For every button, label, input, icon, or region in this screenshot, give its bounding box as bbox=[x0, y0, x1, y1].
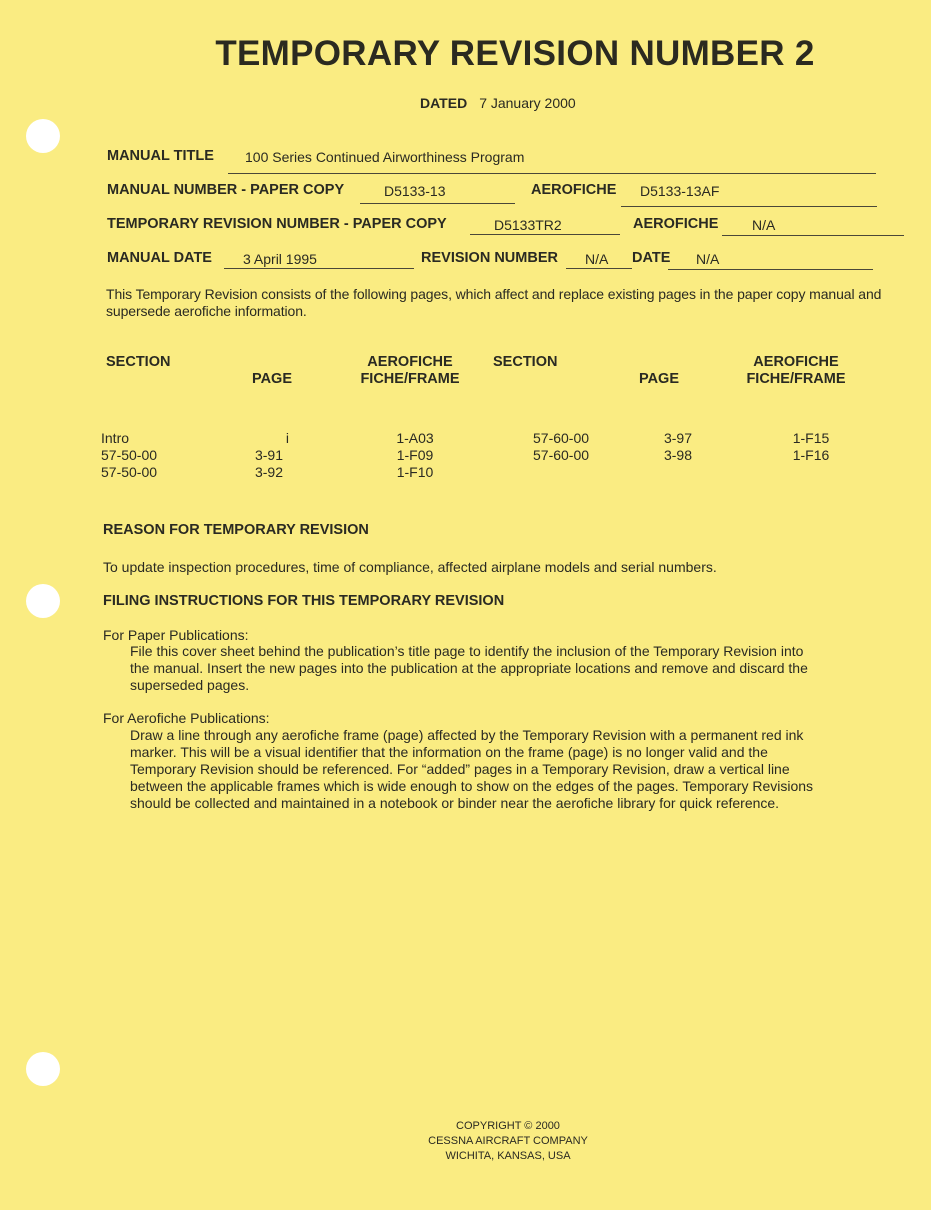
binder-hole-top bbox=[26, 119, 60, 153]
binder-hole-bottom bbox=[26, 1052, 60, 1086]
table-header-aerofiche-left-line2: FICHE/FRAME bbox=[360, 371, 460, 387]
date-rule bbox=[668, 269, 873, 270]
revision-number-value: N/A bbox=[585, 251, 609, 267]
tr-number-rule bbox=[470, 234, 620, 235]
tr-number-value: D5133TR2 bbox=[494, 217, 562, 233]
manual-date-rule bbox=[224, 268, 414, 269]
intro-text: This Temporary Revision consists of the following pages, which affect and replace existing pages in the paper copy manual and supersede aerofiche information. bbox=[106, 286, 882, 319]
copyright-line: COPYRIGHT © 2000 bbox=[456, 1120, 560, 1132]
aerofiche-line-4: between the applicable frames which is wide enough to show on the edges of the pages. Temporary Revisions bbox=[130, 778, 814, 794]
copyright-block bbox=[380, 1119, 636, 1164]
company-name: CESSNA AIRCRAFT COMPANY bbox=[428, 1135, 588, 1147]
dated-value: 7 January 2000 bbox=[479, 95, 576, 111]
right-row-2-page: 3-98 bbox=[663, 447, 693, 463]
manual-title-label: MANUAL TITLE bbox=[107, 148, 214, 164]
table-header-aerofiche-right-line1: AEROFICHE bbox=[753, 354, 839, 370]
tr-number-aerofiche-value: N/A bbox=[752, 217, 776, 233]
tr-number-aerofiche-rule bbox=[722, 235, 904, 236]
table-header-page-right: PAGE bbox=[638, 371, 680, 387]
table-header-aerofiche-left-line1: AEROFICHE bbox=[367, 354, 453, 370]
left-row-3-section: 57-50-00 bbox=[101, 464, 158, 480]
manual-number-aerofiche-value: D5133-13AF bbox=[640, 183, 720, 199]
revision-number-rule bbox=[566, 268, 632, 269]
reason-text: To update inspection procedures, time of compliance, affected airplane models and serial numbers. bbox=[103, 559, 717, 575]
table-header-aerofiche-right bbox=[726, 354, 866, 388]
table-header-section-left: SECTION bbox=[106, 354, 171, 370]
reason-heading: REASON FOR TEMPORARY REVISION bbox=[103, 522, 369, 538]
left-row-2-fiche: 1-F09 bbox=[396, 447, 434, 463]
table-header-aerofiche-left bbox=[340, 354, 480, 388]
left-row-1-page: i bbox=[285, 430, 289, 446]
tr-number-label: TEMPORARY REVISION NUMBER - PAPER COPY bbox=[107, 216, 447, 232]
manual-number-aerofiche-label: AEROFICHE bbox=[531, 182, 617, 198]
aerofiche-publications-label: For Aerofiche Publications: bbox=[103, 710, 270, 726]
right-row-2-fiche: 1-F16 bbox=[792, 447, 830, 463]
revision-number-label: REVISION NUMBER bbox=[421, 250, 558, 266]
paper-line-3: superseded pages. bbox=[130, 677, 250, 693]
aerofiche-line-2: marker. This will be a visual identifier that the information on the frame (page) is no longer valid and the bbox=[130, 744, 768, 760]
manual-date-label: MANUAL DATE bbox=[107, 250, 212, 266]
left-row-3-page: 3-92 bbox=[254, 464, 284, 480]
aerofiche-line-1: Draw a line through any aerofiche frame (page) affected by the Temporary Revision with a permanent red ink bbox=[130, 727, 804, 743]
table-header-page-left: PAGE bbox=[251, 371, 293, 387]
manual-title-rule bbox=[228, 173, 876, 174]
table-header-section-right: SECTION bbox=[493, 354, 558, 370]
left-row-1-section: Intro bbox=[101, 430, 130, 446]
date-label: DATE bbox=[632, 250, 671, 266]
page-title: TEMPORARY REVISION NUMBER 2 bbox=[215, 34, 815, 73]
paper-line-2: the manual. Insert the new pages into the publication at the appropriate locations and remove and discard the bbox=[130, 660, 808, 676]
left-row-1-fiche: 1-A03 bbox=[396, 430, 434, 446]
binder-hole-middle bbox=[26, 584, 60, 618]
left-row-2-section: 57-50-00 bbox=[101, 447, 158, 463]
aerofiche-line-5: should be collected and maintained in a notebook or binder near the aerofiche library for quick reference. bbox=[130, 795, 780, 811]
left-row-2-page: 3-91 bbox=[254, 447, 284, 463]
filing-heading: FILING INSTRUCTIONS FOR THIS TEMPORARY REVISION bbox=[103, 593, 505, 609]
right-row-1-page: 3-97 bbox=[663, 430, 693, 446]
manual-title-value: 100 Series Continued Airworthiness Program bbox=[245, 149, 525, 165]
dated-label: DATED bbox=[420, 95, 468, 111]
manual-number-label: MANUAL NUMBER - PAPER COPY bbox=[107, 182, 345, 198]
manual-number-value: D5133-13 bbox=[384, 183, 446, 199]
left-row-3-fiche: 1-F10 bbox=[396, 464, 434, 480]
company-location: WICHITA, KANSAS, USA bbox=[445, 1150, 571, 1162]
right-row-1-fiche: 1-F15 bbox=[792, 430, 830, 446]
manual-date-value: 3 April 1995 bbox=[243, 251, 317, 267]
aerofiche-line-3: Temporary Revision should be referenced. For “added” pages in a Temporary Revision, draw a vertical line bbox=[130, 761, 790, 777]
right-row-1-section: 57-60-00 bbox=[533, 430, 590, 446]
tr-number-aerofiche-label: AEROFICHE bbox=[633, 216, 719, 232]
date-value: N/A bbox=[696, 251, 720, 267]
dated-line bbox=[420, 95, 576, 111]
paper-line-1: File this cover sheet behind the publication’s title page to identify the inclusion of the Temporary Revision into bbox=[130, 643, 804, 659]
manual-number-rule bbox=[360, 203, 515, 204]
table-header-aerofiche-right-line2: FICHE/FRAME bbox=[746, 371, 846, 387]
manual-number-aerofiche-rule bbox=[621, 206, 877, 207]
paper-publications-label: For Paper Publications: bbox=[103, 627, 249, 643]
right-row-2-section: 57-60-00 bbox=[533, 447, 590, 463]
